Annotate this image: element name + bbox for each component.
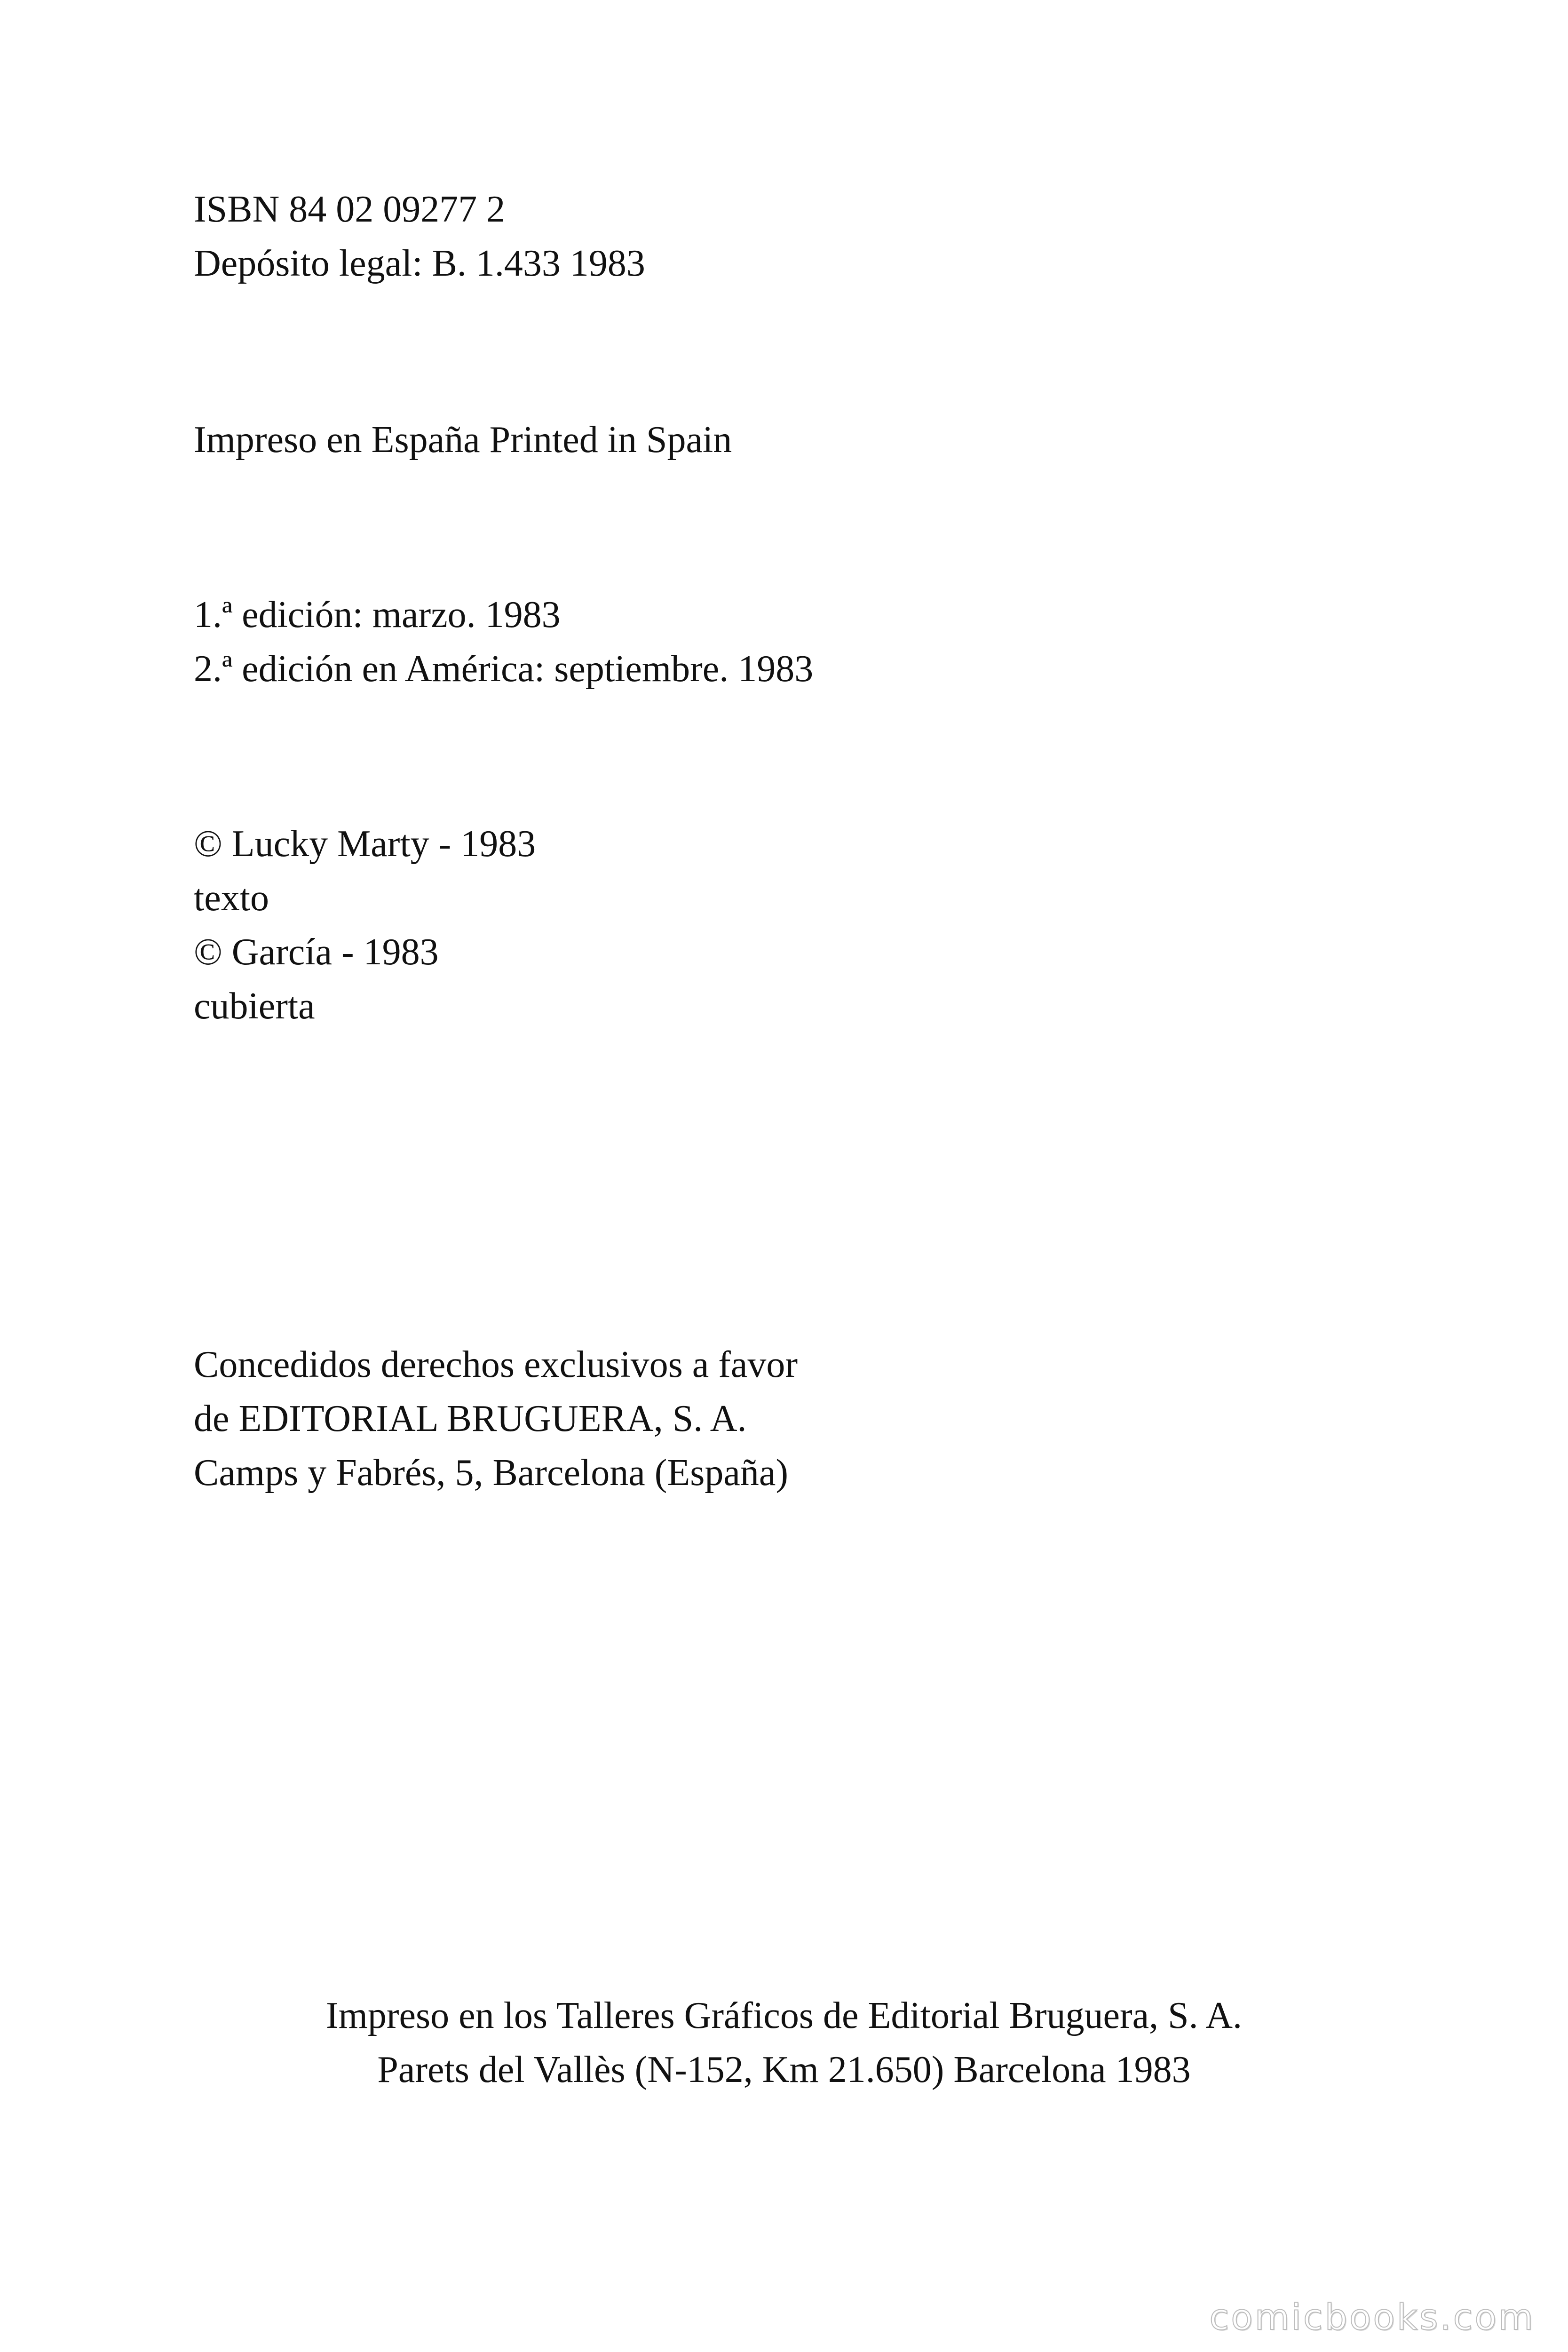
printed-in-spain-line: Impreso en España Printed in Spain bbox=[194, 419, 732, 461]
printer-line-2: Parets del Vallès (N-152, Km 21.650) Barcelona 1983 bbox=[377, 2049, 1191, 2090]
rights-line-3: Camps y Fabrés, 5, Barcelona (España) bbox=[194, 1452, 789, 1494]
credit-text-author: © Lucky Marty - 1983 bbox=[194, 823, 536, 865]
edition-line-1: 1.ª edición: marzo. 1983 bbox=[194, 594, 561, 636]
edition-line-2: 2.ª edición en América: septiembre. 1983 bbox=[194, 648, 814, 690]
credit-cover-label: cubierta bbox=[194, 985, 315, 1027]
printer-line-1: Impreso en los Talleres Gráficos de Editorial Bruguera, S. A. bbox=[326, 1995, 1242, 2036]
rights-line-1: Concedidos derechos exclusivos a favor bbox=[194, 1344, 798, 1385]
credit-cover-author: © García - 1983 bbox=[194, 931, 439, 973]
watermark-logo: comicbooks.com bbox=[1209, 2296, 1535, 2338]
rights-line-2: de EDITORIAL BRUGUERA, S. A. bbox=[194, 1398, 747, 1439]
credit-text-label: texto bbox=[194, 877, 269, 919]
isbn-line: ISBN 84 02 09277 2 bbox=[194, 189, 506, 230]
deposito-legal-line: Depósito legal: B. 1.433 1983 bbox=[194, 243, 645, 284]
